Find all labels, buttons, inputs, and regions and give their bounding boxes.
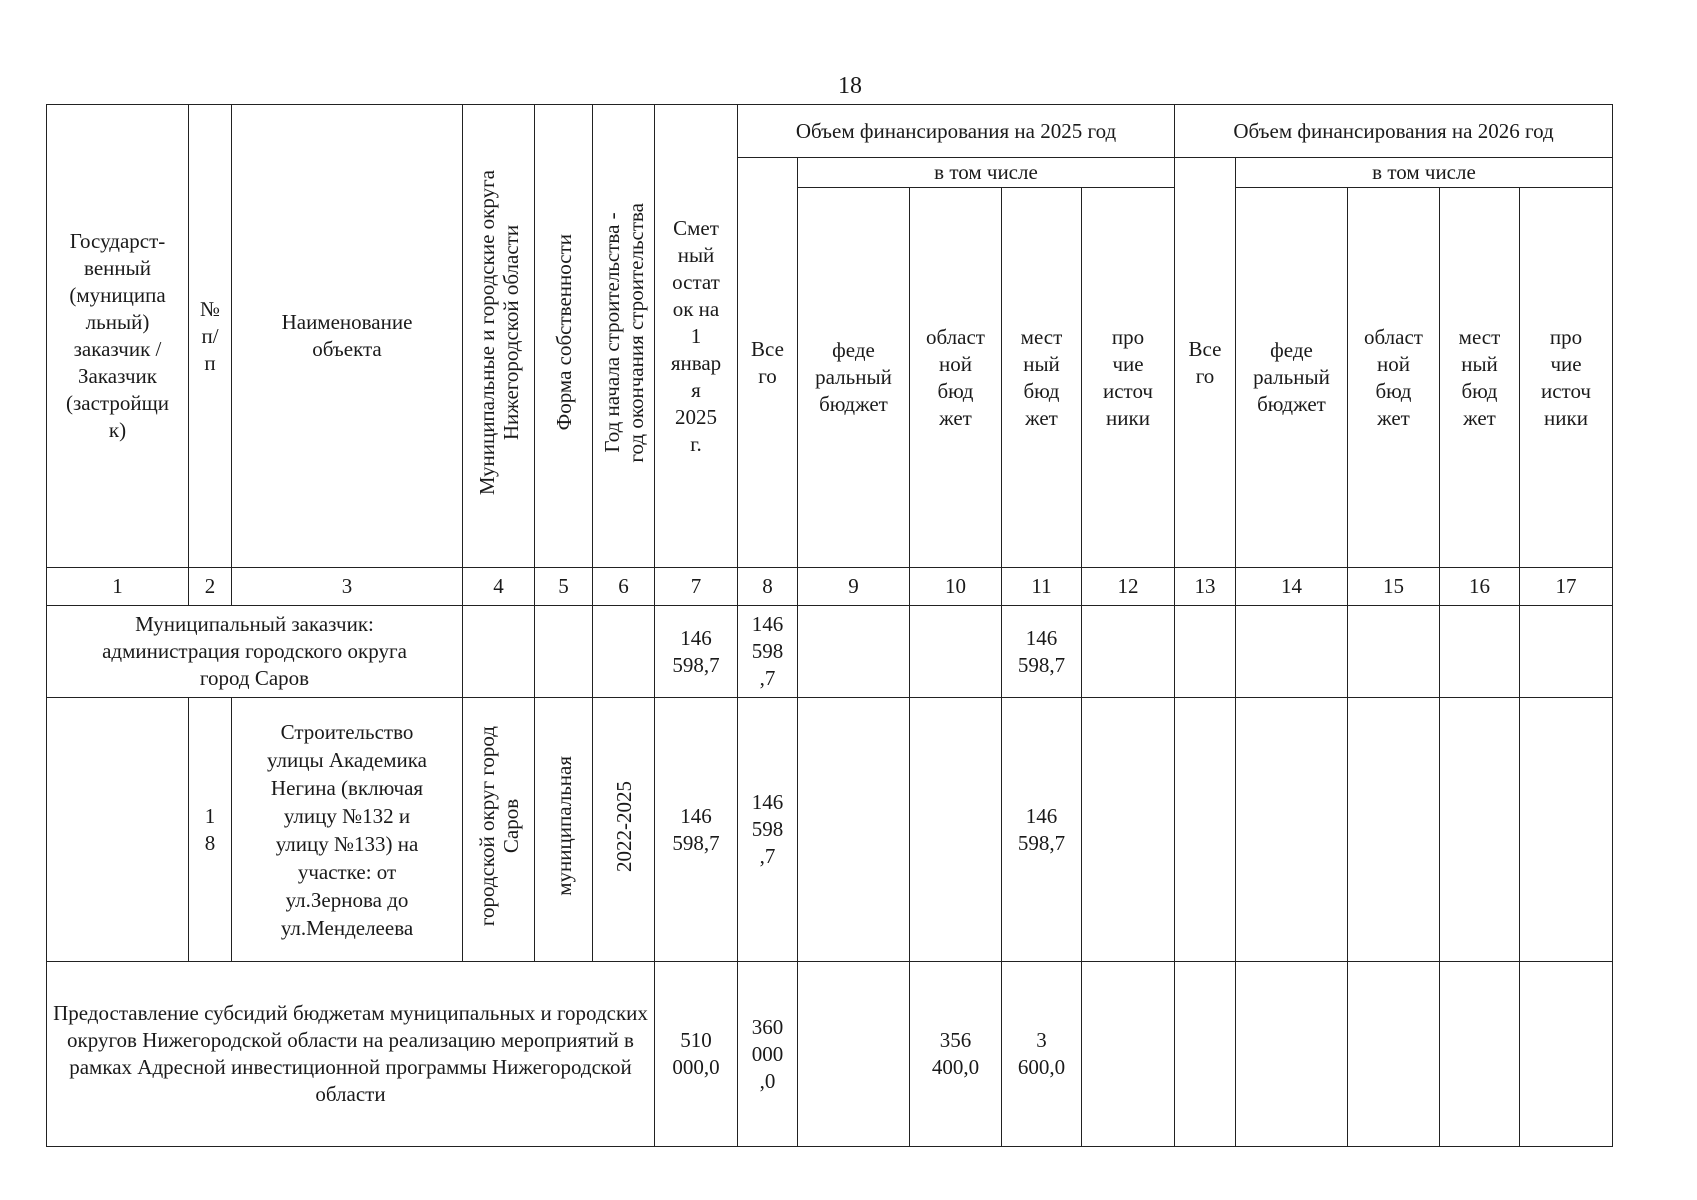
financing-table [46,104,1613,1147]
column-number: 16 [1440,568,1520,606]
empty-cell [1082,606,1175,698]
empty-cell [535,606,593,698]
column-number: 15 [1348,568,1440,606]
empty-cell [1236,698,1348,962]
header-group-2026: Объем финансирования на 2026 год [1175,105,1613,158]
subsidy-local-2025: 3 600,0 [1002,962,1082,1147]
empty-cell [47,698,189,962]
header-row-number: № п/ п [189,105,232,568]
empty-cell [1520,606,1613,698]
empty-cell [1520,962,1613,1147]
column-number: 5 [535,568,593,606]
object-name: Строительство улицы Академика Негина (включая улицу №132 и улицу №133) на участке: от ул.Зернова до ул.Менделеева [232,698,463,962]
column-number: 9 [798,568,910,606]
header-ownership-text: Форма собственности [551,234,576,431]
column-number: 1 [47,568,189,606]
empty-cell [1236,606,1348,698]
empty-cell [1175,606,1236,698]
empty-cell [1236,962,1348,1147]
object-number: 1 8 [189,698,232,962]
header-ownership [535,105,593,568]
object-years [593,698,655,962]
customer-label: Муниципальный заказчик: администрация городского округа город Саров [47,606,463,698]
column-number: 4 [463,568,535,606]
header-group-2025: Объем финансирования на 2025 год [738,105,1175,158]
header-including-2025: в том числе [798,158,1175,188]
empty-cell [1440,962,1520,1147]
object-estimate: 146 598,7 [655,698,738,962]
empty-cell [1175,962,1236,1147]
customer-local-2025: 146 598,7 [1002,606,1082,698]
header-regional-2026: област ной бюд жет [1348,188,1440,568]
header-regional-2025: област ной бюд жет [910,188,1002,568]
object-years-text: 2022-2025 [611,780,636,872]
column-number: 8 [738,568,798,606]
object-local-2025: 146 598,7 [1002,698,1082,962]
customer-total-2025: 146 598 ,7 [738,606,798,698]
object-district-text: городской округ город Саров [474,725,523,927]
empty-cell [1348,962,1440,1147]
empty-cell [463,606,535,698]
header-other-2026: про чие источ ники [1520,188,1613,568]
header-district-text: Муниципальные и городские округа Нижегородской области [474,169,523,496]
empty-cell [1348,606,1440,698]
header-local-2026: мест ный бюд жет [1440,188,1520,568]
header-district [463,105,535,568]
empty-cell [910,606,1002,698]
header-including-2026: в том числе [1236,158,1613,188]
subsidy-regional-2025: 356 400,0 [910,962,1002,1147]
empty-cell [798,962,910,1147]
column-number: 11 [1002,568,1082,606]
customer-estimate: 146 598,7 [655,606,738,698]
subsidy-estimate: 510 000,0 [655,962,738,1147]
empty-cell [593,606,655,698]
empty-cell [1175,698,1236,962]
column-number: 14 [1236,568,1348,606]
header-customer: Государст- венный (муниципа льный) заказчик / Заказчик (застройщи к) [47,105,189,568]
column-number: 2 [189,568,232,606]
column-number: 10 [910,568,1002,606]
empty-cell [1440,698,1520,962]
object-district [463,698,535,962]
header-total-2025: Все го [738,158,798,568]
column-number: 12 [1082,568,1175,606]
header-object-name: Наименование объекта [232,105,463,568]
object-total-2025: 146 598 ,7 [738,698,798,962]
empty-cell [1348,698,1440,962]
header-years-text: Год начала строительства - год окончания строительства [599,202,648,463]
subsidy-total-2025: 360 000 ,0 [738,962,798,1147]
subsidy-label: Предоставление субсидий бюджетам муниципальных и городских округов Нижегородской области на реализацию мероприятий в рамках Адресной инвестиционной программы Нижегородской области [47,962,655,1147]
header-estimate: Смет ный остат ок на 1 январ я 2025 г. [655,105,738,568]
header-federal-2025: феде ральный бюджет [798,188,910,568]
column-number: 7 [655,568,738,606]
header-federal-2026: феде ральный бюджет [1236,188,1348,568]
empty-cell [1520,698,1613,962]
column-number: 17 [1520,568,1613,606]
empty-cell [798,606,910,698]
column-number: 13 [1175,568,1236,606]
empty-cell [1082,698,1175,962]
empty-cell [1082,962,1175,1147]
empty-cell [910,698,1002,962]
object-ownership [535,698,593,962]
empty-cell [1440,606,1520,698]
empty-cell [798,698,910,962]
header-years [593,105,655,568]
object-ownership-text: муниципальная [551,756,576,896]
header-local-2025: мест ный бюд жет [1002,188,1082,568]
header-total-2026: Все го [1175,158,1236,568]
header-other-2025: про чие источ ники [1082,188,1175,568]
column-number: 3 [232,568,463,606]
column-number: 6 [593,568,655,606]
page-number: 18 [838,73,862,99]
